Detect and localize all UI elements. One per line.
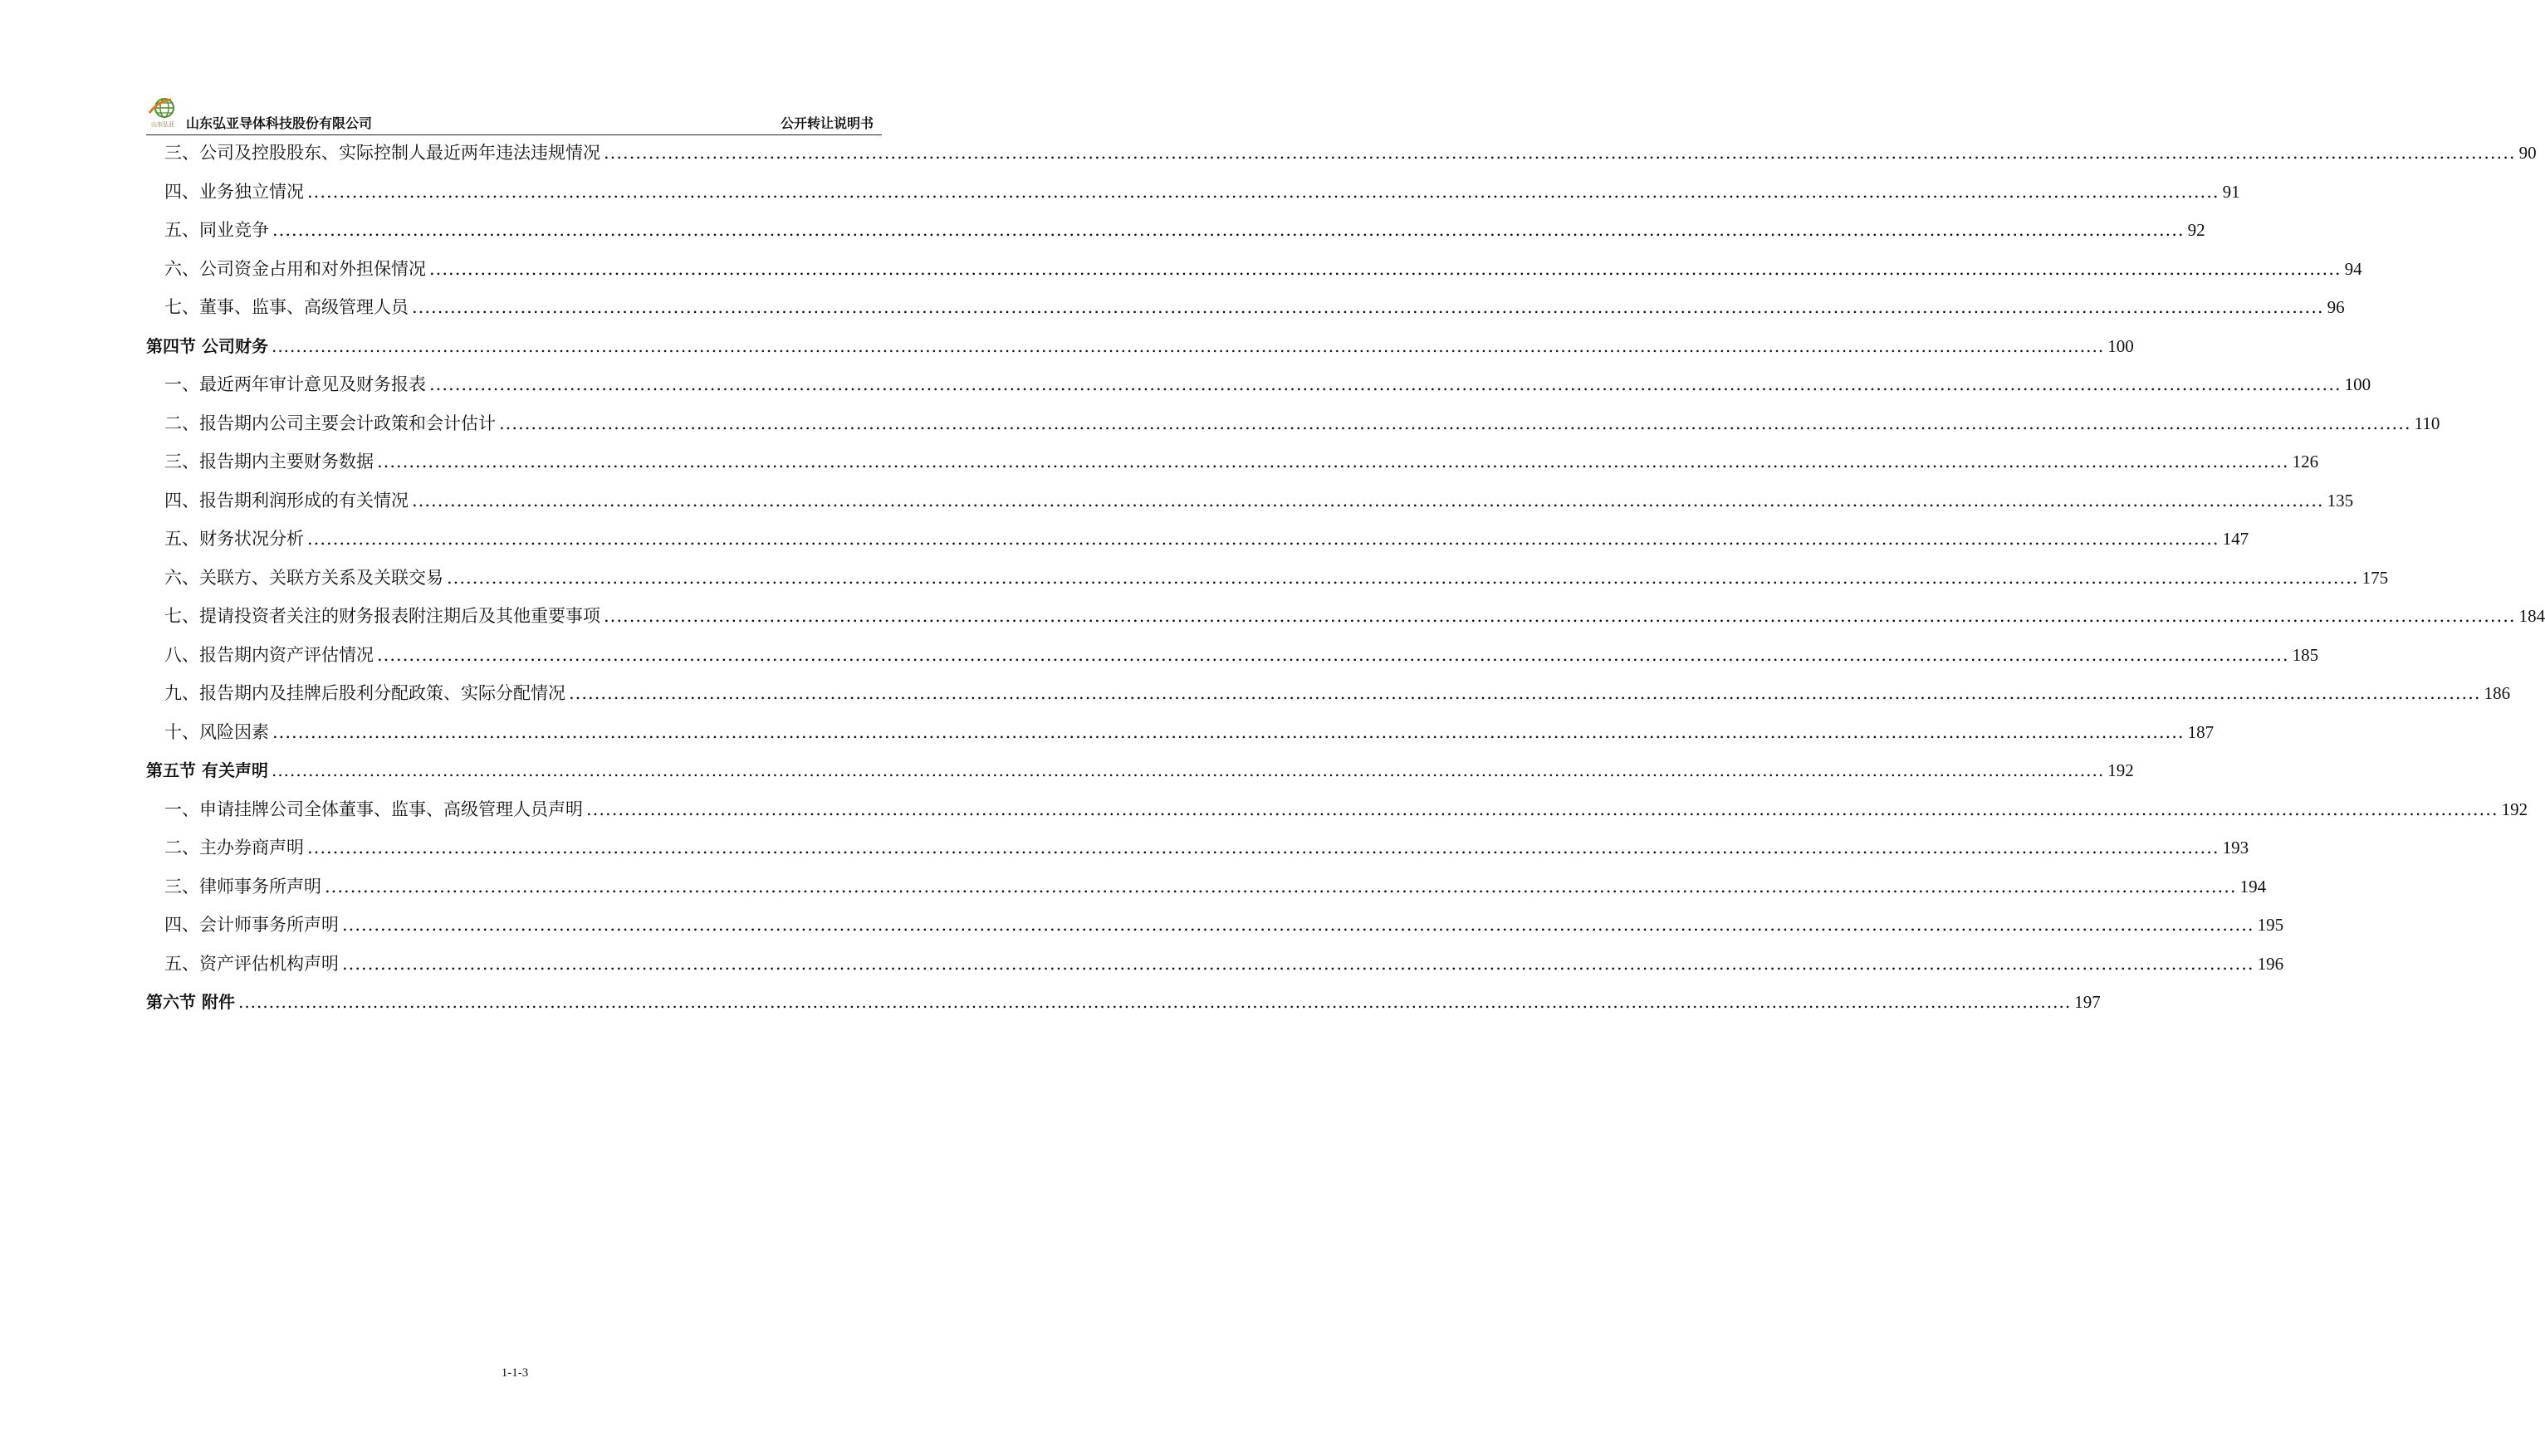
- toc-entry-label: 第四节 公司财务: [146, 335, 268, 356]
- toc-entry-label: 三、报告期内主要财务数据: [164, 452, 374, 471]
- toc-entry[interactable]: [146, 721, 2215, 744]
- toc-entry-label: 一、申请挂牌公司全体董事、监事、高级管理人员声明: [164, 799, 583, 819]
- toc-entry-page: 92: [2187, 220, 2205, 240]
- dot-leader: ............................................................................................................................................................................................................................................................................................................: [377, 452, 2289, 471]
- toc-entry-label: 二、报告期内公司主要会计政策和会计估计: [164, 413, 496, 433]
- toc-entry[interactable]: [146, 218, 2205, 242]
- dot-leader: ............................................................................................................................................................................................................................................................................................................: [429, 258, 2342, 279]
- toc-entry-page: 186: [2484, 683, 2511, 703]
- toc-entry-page: 100: [2344, 374, 2371, 394]
- toc-entry-page: 194: [2239, 876, 2267, 897]
- toc-entry-page: 90: [2518, 143, 2537, 163]
- toc-entry-label: 五、同业竞争: [164, 220, 269, 240]
- dot-leader: ............................................................................................................................................................................................................................................................................................................: [271, 760, 2105, 780]
- toc-entry-label: 七、董事、监事、高级管理人员: [164, 297, 409, 317]
- toc-entry-label: 四、报告期利润形成的有关情况: [164, 490, 409, 511]
- logo-caption: 山东弘亚: [151, 121, 174, 128]
- toc-entry[interactable]: [146, 527, 2249, 550]
- dot-leader: ............................................................................................................................................................................................................................................................................................................: [429, 374, 2342, 394]
- dot-leader: ............................................................................................................................................................................................................................................................................................................: [604, 606, 2516, 626]
- company-name: 山东弘亚导体科技股份有限公司: [186, 115, 373, 131]
- toc-entry-label: 二、主办券商声明: [164, 838, 304, 857]
- toc-entry-page: 184: [2518, 606, 2545, 626]
- toc-entry[interactable]: [146, 412, 2440, 435]
- toc-entry[interactable]: [146, 643, 2319, 667]
- toc-entry-page: 91: [2222, 181, 2240, 202]
- toc-entry[interactable]: [146, 566, 2389, 589]
- toc-entry-label: 八、报告期内资产评估情况: [164, 644, 374, 665]
- toc-entry-page: 195: [2257, 915, 2284, 935]
- toc-entry-label: 四、会计师事务所声明: [164, 915, 339, 935]
- toc-entry[interactable]: [146, 604, 2545, 628]
- dot-leader: ............................................................................................................................................................................................................................................................................................................: [569, 683, 2481, 703]
- toc-entry-page: 94: [2344, 258, 2362, 279]
- dot-leader: ............................................................................................................................................................................................................................................................................................................: [342, 915, 2254, 935]
- toc-entry-page: 175: [2361, 567, 2389, 588]
- toc-entry-label: 六、公司资金占用和对外担保情况: [164, 258, 426, 279]
- document-title: 公开转让说明书: [780, 115, 874, 131]
- dot-leader: ............................................................................................................................................................................................................................................................................................................: [307, 529, 2220, 549]
- toc-entry-label: 五、财务状况分析: [164, 529, 304, 549]
- toc-entry[interactable]: [146, 952, 2284, 975]
- toc-entry-page: 196: [2257, 953, 2284, 974]
- toc-entry[interactable]: [146, 682, 2511, 705]
- toc-entry-label: 十、风险因素: [164, 721, 269, 742]
- toc-entry[interactable]: [146, 257, 2362, 281]
- dot-leader: ............................................................................................................................................................................................................................................................................................................: [272, 220, 2185, 240]
- dot-leader: ............................................................................................................................................................................................................................................................................................................: [586, 799, 2499, 819]
- dot-leader: ............................................................................................................................................................................................................................................................................................................: [412, 297, 2324, 317]
- dot-leader: ............................................................................................................................................................................................................................................................................................................: [604, 143, 2516, 163]
- page-number: 1-1-3: [501, 1366, 529, 1380]
- toc-entry-label: 三、公司及控股股东、实际控制人最近两年违法违规情况: [164, 143, 600, 163]
- dot-leader: ............................................................................................................................................................................................................................................................................................................: [271, 335, 2105, 356]
- toc-entry-label: 第六节 附件: [146, 992, 235, 1012]
- dot-leader: ............................................................................................................................................................................................................................................................................................................: [342, 953, 2254, 974]
- toc-section-entry[interactable]: [146, 759, 2134, 782]
- toc-entry[interactable]: [146, 141, 2537, 164]
- toc-entry[interactable]: [146, 373, 2371, 396]
- toc-entry-page: 197: [2074, 992, 2101, 1012]
- toc-entry[interactable]: [146, 489, 2354, 512]
- toc-entry-label: 五、资产评估机构声明: [164, 953, 339, 974]
- toc-entry[interactable]: [146, 875, 2267, 898]
- toc-entry[interactable]: [146, 450, 2319, 473]
- toc-entry[interactable]: [146, 836, 2249, 859]
- toc-entry-page: 193: [2222, 838, 2249, 857]
- toc-entry-label: 三、律师事务所声明: [164, 876, 321, 897]
- dot-leader: ............................................................................................................................................................................................................................................................................................................: [377, 644, 2289, 665]
- toc-entry-label: 六、关联方、关联方关系及关联交易: [164, 567, 443, 588]
- toc-entry-page: 192: [2107, 760, 2134, 780]
- toc-entry-label: 第五节 有关声明: [146, 760, 268, 780]
- toc-entry-page: 135: [2327, 490, 2354, 511]
- table-of-contents: [146, 141, 2545, 1029]
- dot-leader: ............................................................................................................................................................................................................................................................................................................: [325, 876, 2237, 897]
- toc-entry[interactable]: [146, 798, 2528, 821]
- dot-leader: ............................................................................................................................................................................................................................................................................................................: [237, 992, 2072, 1012]
- dot-leader: ............................................................................................................................................................................................................................................................................................................: [307, 838, 2220, 857]
- toc-entry-label: 四、业务独立情况: [164, 181, 304, 202]
- toc-entry-page: 147: [2222, 529, 2249, 549]
- toc-section-entry[interactable]: [146, 990, 2101, 1014]
- toc-entry-label: 九、报告期内及挂牌后股利分配政策、实际分配情况: [164, 683, 565, 703]
- toc-entry-page: 185: [2292, 644, 2319, 665]
- dot-leader: ............................................................................................................................................................................................................................................................................................................: [447, 567, 2359, 588]
- dot-leader: ............................................................................................................................................................................................................................................................................................................: [499, 413, 2411, 433]
- toc-entry-page: 192: [2501, 799, 2528, 819]
- toc-entry-page: 126: [2292, 452, 2319, 471]
- toc-section-entry[interactable]: [146, 335, 2134, 358]
- toc-entry-page: 110: [2414, 413, 2440, 433]
- toc-entry-page: 96: [2327, 297, 2345, 317]
- dot-leader: ............................................................................................................................................................................................................................................................................................................: [272, 721, 2185, 742]
- toc-entry-page: 100: [2107, 335, 2134, 356]
- dot-leader: ............................................................................................................................................................................................................................................................................................................: [307, 181, 2220, 202]
- toc-entry-page: 187: [2187, 721, 2215, 742]
- toc-entry-label: 一、最近两年审计意见及财务报表: [164, 374, 426, 394]
- toc-entry[interactable]: [146, 913, 2284, 936]
- dot-leader: ............................................................................................................................................................................................................................................................................................................: [412, 490, 2324, 511]
- page-header: [146, 93, 882, 135]
- toc-entry-label: 七、提请投资者关注的财务报表附注期后及其他重要事项: [164, 606, 600, 626]
- toc-entry[interactable]: [146, 180, 2240, 203]
- toc-entry[interactable]: [146, 296, 2345, 319]
